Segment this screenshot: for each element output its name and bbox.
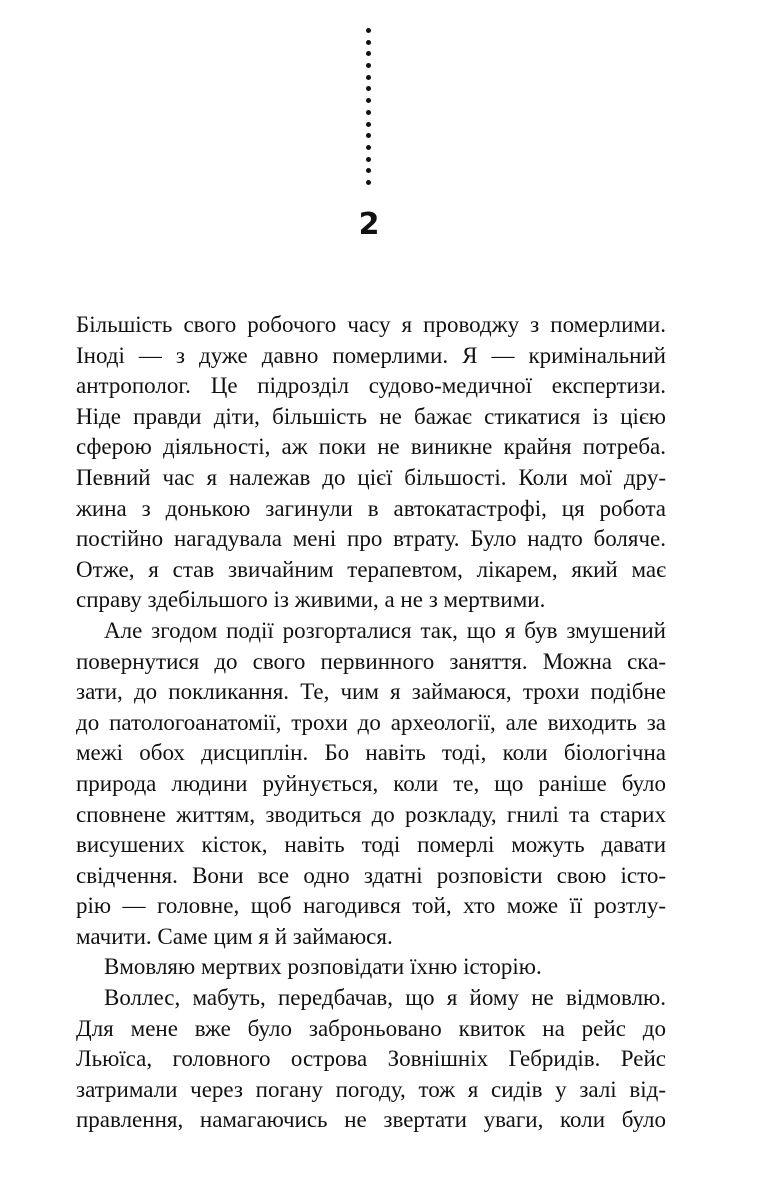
text-line: постійно нагадувала мені про втрату. Було надто боляче. (76, 526, 666, 552)
text-line: Більшість свого робочого часу я проводжу з померлими. (76, 312, 666, 337)
text-line: жина з донькою загинули в автокатастрофі, ця робота (76, 495, 666, 521)
text-line: затримали через погану погоду, тож я сидів у залі від- (76, 1076, 666, 1102)
text-line: межі обох дисциплін. Бо навіть тоді, коли біологічна (76, 740, 666, 766)
text-line: природа людини руйнується, коли те, що раніше було (76, 770, 666, 796)
text-line: антрополог. Це підрозділ судово-медичної експертизи. (76, 373, 666, 399)
text-line: висушених кісток, навіть тоді померлі можуть давати (76, 832, 666, 858)
text-line: Для мене вже було заброньовано квиток на рейс до (76, 1015, 666, 1041)
text-line: Воллес, мабуть, передбачав, що я йому не відмовлю. (104, 985, 666, 1011)
chapter-dot-ornament (363, 28, 373, 200)
chapter-number: 2 (358, 207, 380, 242)
text-line: повернутися до свого первинного заняття. Можна ска- (76, 648, 666, 674)
text-line: мачити. Саме цим я й займаюся. (76, 923, 393, 949)
text-line: Але згодом події розгорталися так, що я був змушений (104, 617, 666, 643)
text-line: сферою діяльності, аж поки не виникне крайня потреба. (76, 434, 666, 460)
text-line: Певний час я належав до цієї більшості. Коли мої дру- (76, 464, 666, 490)
text-line: правлення, намагаючись не звертати уваги, коли було (76, 1107, 666, 1133)
text-line: Отже, я став звичайним терапевтом, лікарем, який має (76, 556, 666, 582)
text-line: свідчення. Вони все одно здатні розповісти свою істо- (76, 862, 666, 888)
text-line: Вмовляю мертвих розповідати їхню історію. (104, 954, 542, 980)
text-line: сповнене життям, зводиться до розкладу, гнилі та старих (76, 801, 666, 827)
text-line: до патологоанатомії, трохи до археології, але виходить за (76, 709, 666, 735)
text-line: рію — головне, щоб нагодився той, хто може її розтлу- (76, 893, 666, 919)
text-line: Льюїса, головного острова Зовнішніх Гебридів. Рейс (76, 1046, 666, 1072)
text-line: Іноді — з дуже давно померлими. Я — кримінальний (76, 342, 666, 368)
text-line: зати, до покликання. Те, чим я займаюся, трохи подібне (76, 679, 666, 705)
text-line: справу здебільшого із живими, а не з мертвими. (76, 587, 546, 613)
text-line: Ніде правди діти, більшість не бажає стикатися із цією (76, 403, 666, 429)
body-text (76, 310, 666, 1136)
